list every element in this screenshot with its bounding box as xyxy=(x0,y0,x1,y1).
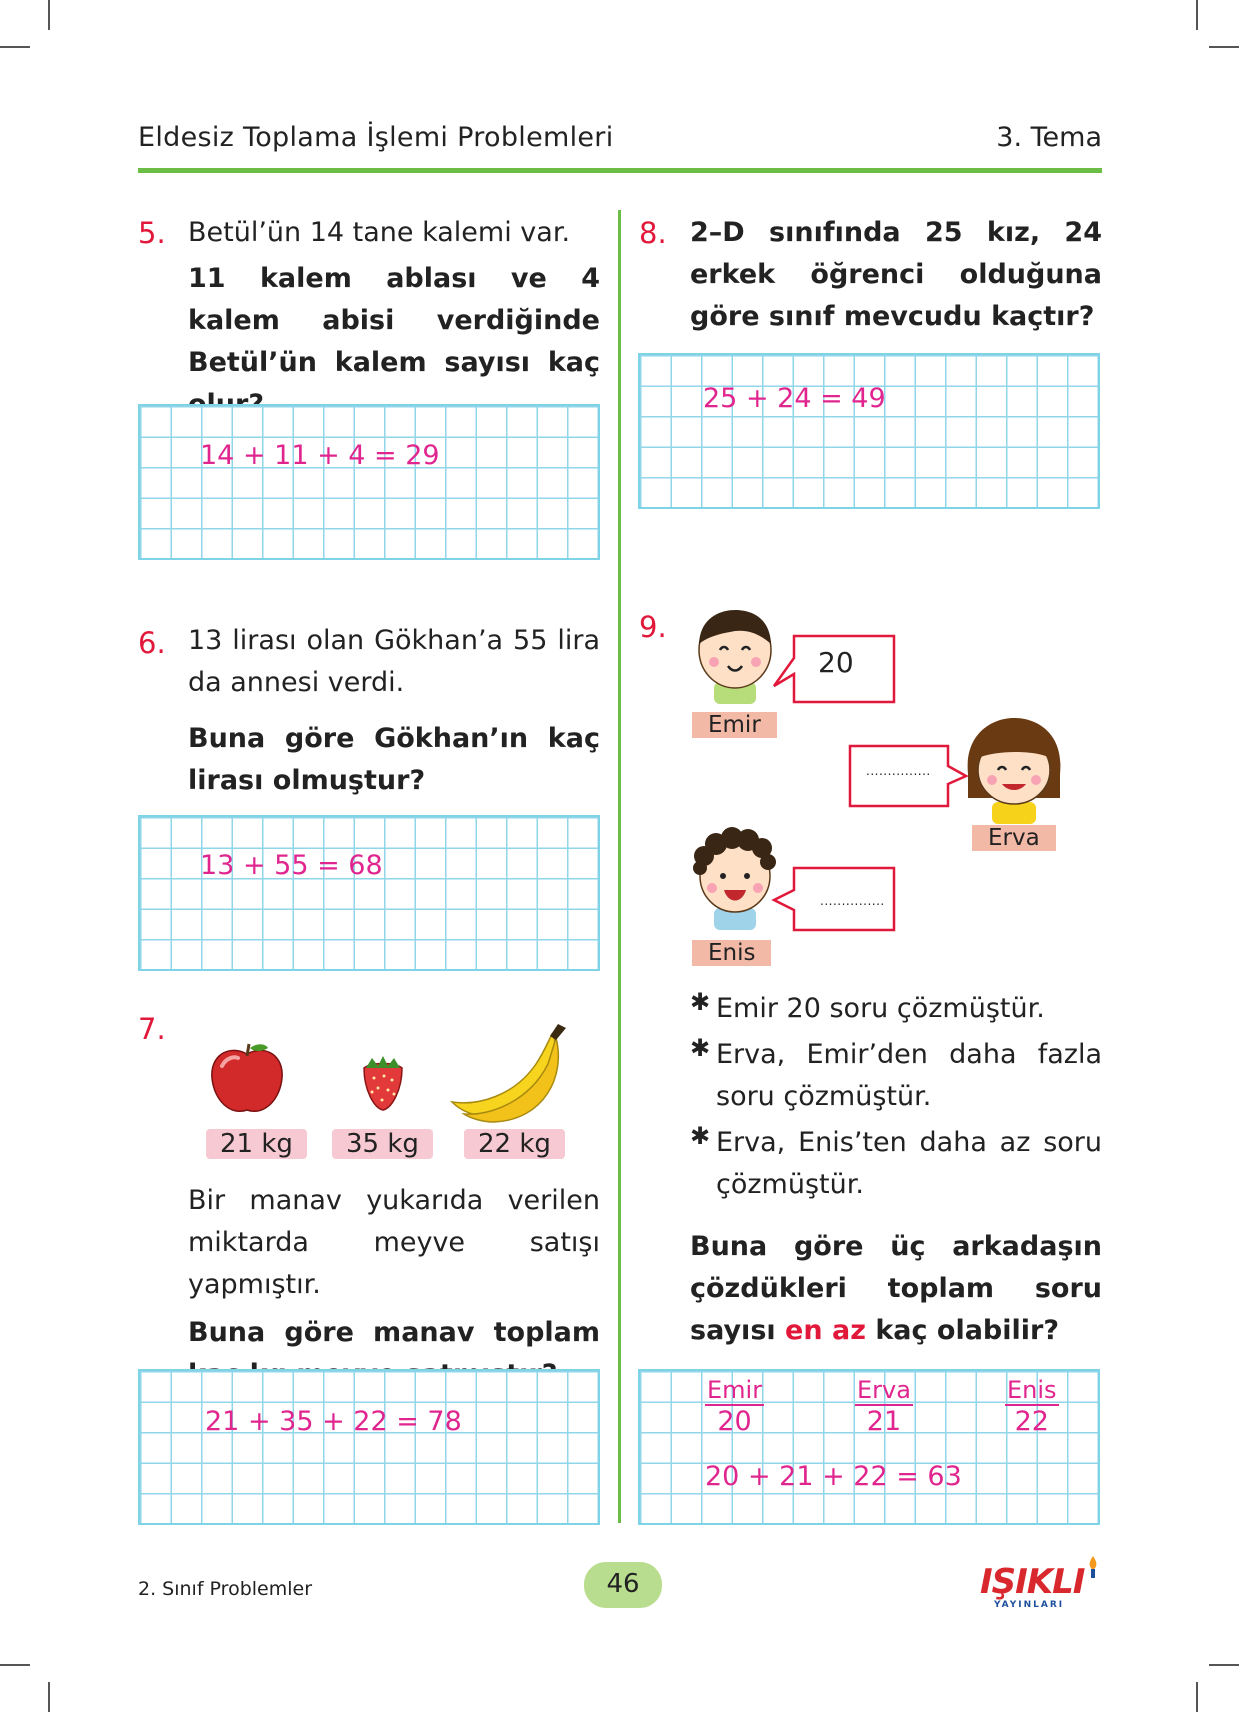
question-9-highlight: en az xyxy=(785,1315,866,1346)
theme-label: 3. Tema xyxy=(996,122,1102,153)
answer-grid-5 xyxy=(138,404,600,560)
question-7 xyxy=(188,1180,600,1396)
crop-mark xyxy=(48,0,50,30)
fruit-weight-label: 21 kg xyxy=(206,1129,307,1159)
fact-text: Emir 20 soru çözmüştür. xyxy=(716,993,1045,1024)
logo-subtext: YAYINLARI xyxy=(994,1600,1065,1610)
question-number-7: 7. xyxy=(138,1012,166,1046)
crop-mark xyxy=(1196,0,1198,30)
fraction-value: 20 xyxy=(717,1406,752,1437)
fruit-weight-label: 35 kg xyxy=(332,1129,433,1159)
fact-text: Erva, Emir’den daha fazla soru çözmüştür. xyxy=(716,1039,1102,1112)
question-9-prompt xyxy=(690,1226,1102,1352)
fraction-label: Enis xyxy=(1007,1376,1057,1404)
crop-mark xyxy=(0,46,30,48)
fact-item xyxy=(690,1122,1102,1206)
question-number-9: 9. xyxy=(639,610,667,644)
torch-icon xyxy=(1086,1556,1100,1578)
question-number-6: 6. xyxy=(138,626,166,660)
question-6-prompt: Buna göre Gökhan’ın kaç lirası olmuştur? xyxy=(188,723,600,796)
name-tag: Enis xyxy=(692,940,771,966)
asterisk-icon: ✱ xyxy=(690,1034,711,1062)
crop-mark xyxy=(48,1682,50,1712)
question-number-8: 8. xyxy=(639,216,667,250)
question-5-prompt: 11 kalem ablası ve 4 kalem abisi verdiğinde Betül’ün kalem sayısı kaç xyxy=(188,263,600,378)
crop-mark xyxy=(1209,1664,1239,1666)
fraction-value: 21 xyxy=(866,1406,902,1437)
answer-5: 14 + 11 + 4 = 29 xyxy=(200,440,440,471)
question-9-prompt-end: kaç olabilir? xyxy=(875,1315,1060,1346)
strawberry-icon xyxy=(358,1054,408,1112)
question-9-facts xyxy=(690,988,1102,1206)
fraction-enis xyxy=(1005,1376,1059,1437)
fruit-weight-label: 22 kg xyxy=(464,1129,565,1159)
boy-avatar-icon xyxy=(690,604,780,704)
header-divider xyxy=(138,168,1102,173)
name-tag: Erva xyxy=(972,825,1056,851)
logo-text: IŞIKLI xyxy=(980,1562,1085,1602)
girl-avatar-icon xyxy=(962,714,1066,824)
question-7-text: Bir manav yukarıda verilen miktarda meyve satışı yapmıştır. xyxy=(188,1185,600,1300)
page-number: 46 xyxy=(606,1569,640,1599)
column-divider xyxy=(618,210,621,1523)
boy-avatar-icon xyxy=(690,826,780,930)
fact-item xyxy=(690,1034,1102,1118)
question-5 xyxy=(188,212,600,426)
page-title: Eldesiz Toplama İşlemi Problemleri xyxy=(138,122,614,153)
fraction-emir xyxy=(705,1376,764,1437)
answer-9: 20 + 21 + 22 = 63 xyxy=(705,1461,962,1492)
answer-6: 13 + 55 = 68 xyxy=(200,850,383,881)
publisher-logo xyxy=(980,1556,1100,1614)
speech-bubble-text: ............... xyxy=(820,894,885,908)
fact-text: Erva, Enis’ten daha az soru çözmüştür. xyxy=(716,1127,1102,1200)
crop-mark xyxy=(1209,46,1239,48)
question-7-prompt: Buna göre manav toplam xyxy=(188,1317,600,1348)
banana-icon xyxy=(448,1024,572,1124)
crop-mark xyxy=(0,1664,30,1666)
question-9-prompt-start: Buna göre üç arkadaşın çözdükleri toplam soru sayısı xyxy=(690,1231,1102,1346)
answer-grid-7 xyxy=(138,1369,600,1525)
asterisk-icon: ✱ xyxy=(690,988,711,1016)
crop-mark xyxy=(1196,1682,1198,1712)
question-6 xyxy=(188,620,600,802)
fraction-value: 22 xyxy=(1014,1406,1049,1437)
fraction-label: Erva xyxy=(857,1376,911,1404)
speech-bubble-text: 20 xyxy=(818,646,854,679)
question-8 xyxy=(690,212,1102,338)
answer-grid-6 xyxy=(138,815,600,971)
question-number-5: 5. xyxy=(138,216,166,250)
asterisk-icon: ✱ xyxy=(690,1122,711,1150)
answer-8: 25 + 24 = 49 xyxy=(703,383,886,414)
speech-bubble-text: ............... xyxy=(866,764,931,778)
fraction-erva xyxy=(855,1376,913,1437)
question-8-prompt: 2–D sınıfında 25 kız, 24 erkek öğrenci olduğuna göre sınıf mevcudu kaçtır? xyxy=(690,217,1102,332)
fact-item xyxy=(690,988,1102,1030)
answer-grid-8 xyxy=(638,353,1100,509)
fraction-label: Emir xyxy=(707,1376,763,1404)
footer-book-title: 2. Sınıf Problemler xyxy=(138,1578,313,1600)
answer-7: 21 + 35 + 22 = 78 xyxy=(205,1406,462,1437)
question-6-text: 13 lirası olan Gökhan’a 55 lira da annesi verdi. xyxy=(188,625,600,698)
apple-icon xyxy=(208,1040,286,1116)
question-5-text: Betül’ün 14 tane kalemi var. xyxy=(188,217,571,248)
name-tag: Emir xyxy=(692,712,777,738)
